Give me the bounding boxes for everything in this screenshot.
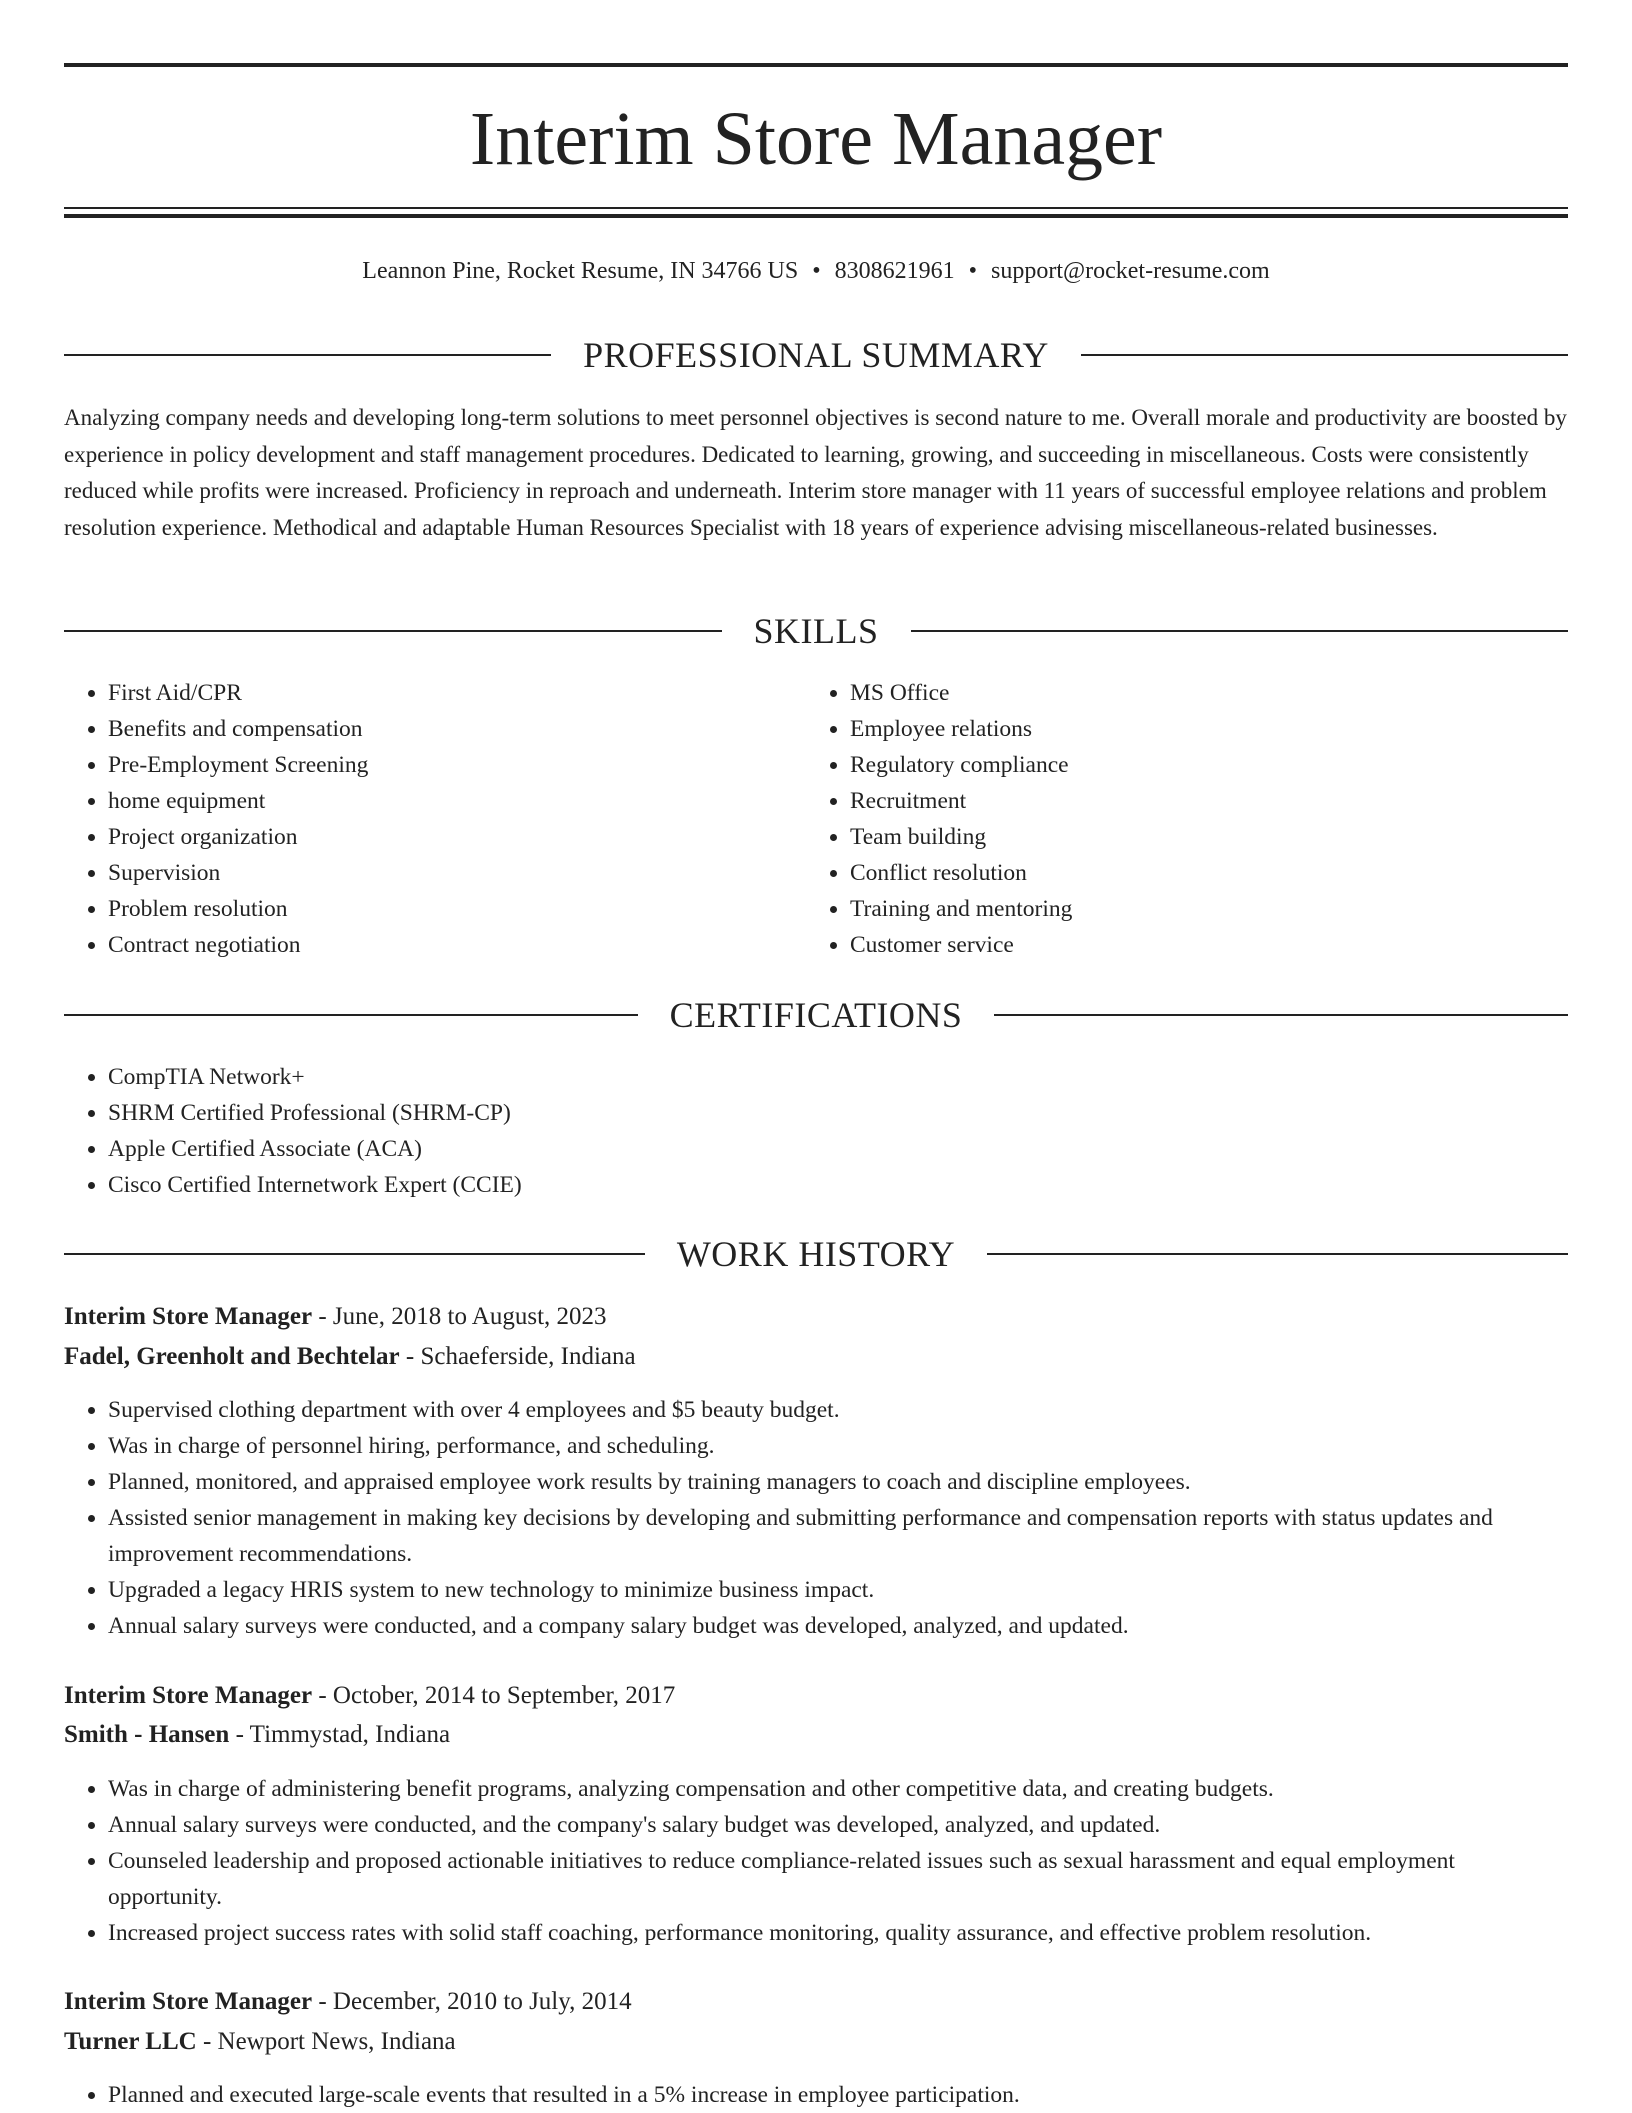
resume-name: Interim Store Manager: [469, 97, 1163, 181]
job-dates: - June, 2018 to August, 2023: [312, 1303, 607, 1330]
job-company-line: [64, 1339, 1568, 1375]
job-bullet: • Supervised clothing department with over 4 employees and $5 beauty budget.: [108, 1392, 1568, 1428]
skill-item: • Team building: [850, 819, 1550, 855]
job-company: Fadel, Greenholt and Bechtelar: [64, 1343, 400, 1370]
skill-item: • Supervision: [108, 855, 808, 891]
job-bullet: • Planned, monitored, and appraised employee work results by training managers to coach and discipline employees.: [108, 1464, 1568, 1500]
skill-item: • MS Office: [850, 675, 1550, 711]
skills-list-left: [64, 675, 808, 963]
skill-item: • Project organization: [108, 819, 808, 855]
heading-rule: [987, 1253, 1568, 1255]
certification-item: • Cisco Certified Internetwork Expert (CCIE): [108, 1167, 1568, 1203]
job-company: Turner LLC: [64, 2028, 197, 2055]
skill-item: • Benefits and compensation: [108, 711, 808, 747]
job-location: - Newport News, Indiana: [196, 2028, 456, 2055]
job-location: - Schaeferside, Indiana: [399, 1343, 636, 1370]
heading-rule: [1081, 354, 1568, 356]
job-bullets: [64, 2077, 1568, 2113]
skill-item: • First Aid/CPR: [108, 675, 808, 711]
skill-item: • Training and mentoring: [850, 891, 1550, 927]
heading-rule: [64, 1253, 645, 1255]
contact-email: support@rocket-resume.com: [991, 258, 1270, 284]
job-title: Interim Store Manager: [64, 1988, 313, 2015]
skill-item: • Regulatory compliance: [850, 747, 1550, 783]
job-company: Smith - Hansen: [64, 1721, 230, 1748]
job-title-line: [64, 1984, 1568, 2020]
job-bullets: [64, 1771, 1568, 1951]
section-heading-work-history: [64, 1232, 1568, 1276]
contact-separator: •: [968, 258, 978, 284]
skills-list-right: [806, 675, 1550, 963]
job-title-line: [64, 1678, 1568, 1714]
skill-item: • Contract negotiation: [108, 927, 808, 963]
skill-item: • Problem resolution: [108, 891, 808, 927]
job-company-line: [64, 2024, 1568, 2060]
job-bullet: • Was in charge of personnel hiring, performance, and scheduling.: [108, 1428, 1568, 1464]
certification-item: • SHRM Certified Professional (SHRM-CP): [108, 1095, 1568, 1131]
contact-separator: •: [812, 258, 821, 284]
section-title: PROFESSIONAL SUMMARY: [583, 335, 1049, 375]
job-bullet: • Annual salary surveys were conducted, and the company's salary budget was developed, analyzed, and updated.: [108, 1807, 1568, 1843]
heading-rule: [64, 630, 722, 632]
job-bullet: • Annual salary surveys were conducted, and a company salary budget was developed, analyzed, and updated.: [108, 1608, 1568, 1644]
job-bullet: • Upgraded a legacy HRIS system to new technology to minimize business impact.: [108, 1572, 1568, 1608]
skill-item: • home equipment: [108, 783, 808, 819]
job-company-line: [64, 1717, 1568, 1753]
heading-rule: [994, 1014, 1568, 1016]
section-title: SKILLS: [753, 611, 879, 651]
job-bullets: [64, 1392, 1568, 1644]
skill-item: • Employee relations: [850, 711, 1550, 747]
certification-item: • Apple Certified Associate (ACA): [108, 1131, 1568, 1167]
section-heading-certifications: [64, 993, 1568, 1037]
header-rule-lower: [64, 214, 1568, 218]
contact-phone: 8308621961: [834, 258, 955, 284]
header-top-rule: [64, 63, 1568, 67]
job-title: Interim Store Manager: [64, 1303, 313, 1330]
heading-rule: [64, 354, 551, 356]
job-dates: - December, 2010 to July, 2014: [312, 1988, 632, 2015]
certifications-list: [64, 1059, 1568, 1203]
header-rule-upper: [64, 207, 1568, 209]
section-title: CERTIFICATIONS: [669, 995, 963, 1035]
section-heading-skills: [64, 609, 1568, 653]
job-bullet: • Was in charge of administering benefit programs, analyzing compensation and other competitive data, and creating budgets.: [108, 1771, 1568, 1807]
certification-item: • CompTIA Network+: [108, 1059, 1568, 1095]
job-bullet: • Assisted senior management in making key decisions by developing and submitting performance and compensation reports with status updates and improvement recommendations.: [108, 1500, 1568, 1572]
heading-rule: [64, 1014, 638, 1016]
job-bullet: • Increased project success rates with solid staff coaching, performance monitoring, quality assurance, and effective problem resolution.: [108, 1915, 1568, 1951]
job-bullet: • Counseled leadership and proposed actionable initiatives to reduce compliance-related issues such as sexual harassment and equal employment opportunity.: [108, 1843, 1568, 1915]
heading-rule: [911, 630, 1569, 632]
job-dates: - October, 2014 to September, 2017: [312, 1682, 676, 1709]
contact-address: Leannon Pine, Rocket Resume, IN 34766 US: [362, 258, 799, 284]
contact-line: [64, 254, 1568, 288]
skill-item: • Conflict resolution: [850, 855, 1550, 891]
job-bullet: • Planned and executed large-scale events that resulted in a 5% increase in employee participation.: [108, 2077, 1568, 2113]
section-heading-summary: [64, 333, 1568, 377]
job-location: - Timmystad, Indiana: [229, 1721, 451, 1748]
summary-text: Analyzing company needs and developing long-term solutions to meet personnel objectives is second nature to me. Overall morale and productivity are boosted by experience in policy development and staff management procedures. Dedicated to learning, growing, and succeeding in miscellaneous. Costs were consistently reduced while profits were increased. Proficiency in reproach and underneath. Interim store manager with 11 years of successful employee relations and problem resolution experience. Methodical and adaptable Human Resources Specialist with 18 years of experience advising miscellaneous-related businesses.: [64, 405, 1567, 540]
job-title: Interim Store Manager: [64, 1682, 313, 1709]
skill-item: • Recruitment: [850, 783, 1550, 819]
skill-item: • Customer service: [850, 927, 1550, 963]
job-title-line: [64, 1299, 1568, 1335]
section-title: WORK HISTORY: [676, 1234, 956, 1274]
skill-item: • Pre-Employment Screening: [108, 747, 808, 783]
